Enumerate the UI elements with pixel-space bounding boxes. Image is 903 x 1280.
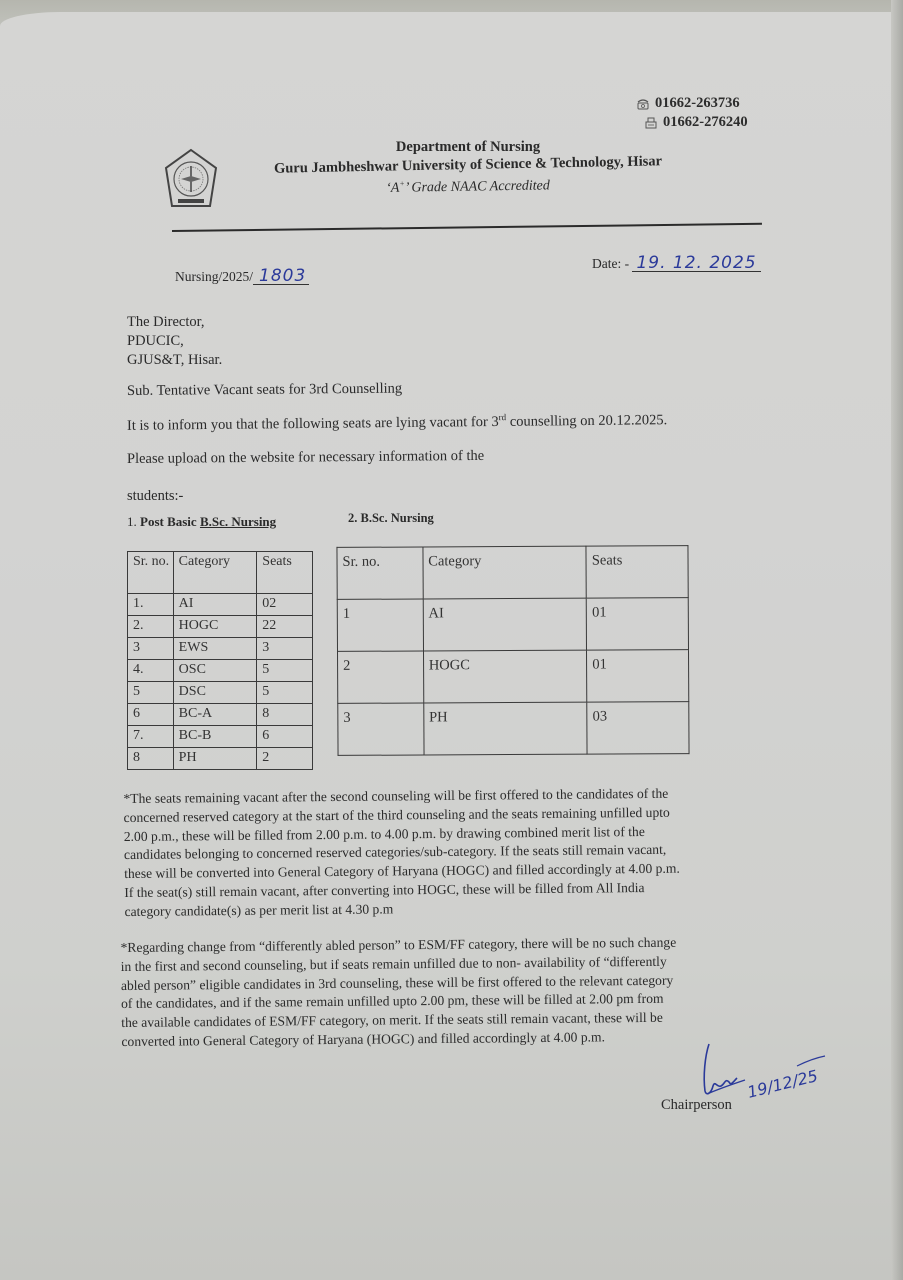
body-line-3: students:-: [127, 488, 184, 504]
note-vacant-seats: [123, 785, 680, 922]
cell-seats: 22: [257, 616, 313, 638]
body-text: counselling on 20.12.2025.: [506, 412, 668, 430]
cell-category: AI: [423, 598, 587, 651]
phone-number: 01662-263736: [655, 95, 740, 111]
cell-seats: 3: [257, 638, 313, 660]
cell-category: PH: [423, 702, 587, 755]
cell-category: PH: [173, 748, 257, 770]
table-header-row: [128, 552, 313, 594]
handwritten-reference-number: 1803: [253, 268, 309, 285]
addressee-line: The Director,: [127, 314, 205, 330]
fax-number: 01662-276240: [663, 114, 748, 130]
fax-row: [645, 113, 748, 132]
cell-category: OSC: [173, 660, 257, 682]
addressee-line: PDUCIC,: [127, 333, 184, 349]
phone-row: [637, 94, 748, 113]
note-line: If the seat(s) still remain vacant, after converting into HOGC, these will be filled from All India: [124, 879, 645, 900]
note-line: candidates belonging to concerned reserved categories/sub-category. If the seats still remain vacant,: [123, 842, 667, 863]
table-row: [338, 650, 689, 704]
cell-category: DSC: [173, 682, 257, 704]
contact-block: [637, 94, 748, 132]
table-header-row: [337, 546, 688, 600]
header-category: Category: [173, 552, 257, 594]
cell-seats: 5: [257, 682, 313, 704]
cell-category: HOGC: [173, 616, 257, 638]
note-line: of the candidates, and if the same remain unfilled upto 2.00 pm, these will be filled at 2.00 pm from: [121, 991, 664, 1012]
cell-seats: 01: [587, 650, 689, 703]
cell-sr: 1.: [128, 594, 174, 616]
department-name: Department of Nursing: [395, 139, 541, 155]
cell-sr: 6: [128, 704, 174, 726]
cell-category: BC-B: [173, 726, 257, 748]
date-label: Date: -: [592, 256, 630, 271]
telephone-icon: [637, 98, 649, 110]
note-line: these will be converted into General Category of Haryana (HOGC) and filled accordingly at 4.00 p.m.: [124, 860, 680, 882]
addressee-line: GJUS&T, Hisar.: [127, 352, 223, 368]
note-line: category candidate(s) as per merit list at 4.30 p.m: [124, 901, 394, 919]
table-row: [338, 702, 689, 756]
body-line-2: Please upload on the website for necessary information of the: [126, 447, 485, 467]
cell-sr: 8: [128, 748, 174, 770]
note-line: concerned reserved category at the start of the third counseling and the seats remaining unfilled upto: [123, 804, 670, 825]
fax-icon: [645, 117, 657, 129]
signature-date: 19/12/25: [745, 1066, 820, 1102]
signatory-title: Chairperson: [661, 1097, 732, 1113]
accreditation-prefix: ‘A: [386, 180, 400, 196]
cell-sr: 5: [128, 682, 174, 704]
section-prefix: Post Basic: [140, 514, 200, 529]
cell-seats: 5: [257, 660, 313, 682]
note-differently-abled: [120, 934, 677, 1052]
accreditation-suffix: ’ Grade NAAC Accredited: [404, 178, 550, 196]
cell-seats: 6: [257, 726, 313, 748]
header-sr-no: Sr. no.: [337, 547, 423, 599]
cell-category: BC-A: [173, 704, 257, 726]
body-text: It is to inform you that the following seats are lying vacant for 3: [126, 413, 499, 434]
section-1-heading: [127, 514, 276, 530]
cell-category: AI: [173, 594, 257, 616]
bsc-nursing-seats-table: [336, 545, 689, 756]
accreditation-sup: +: [399, 178, 405, 189]
header-seats: Seats: [257, 552, 313, 594]
note-line: the available candidates of ESM/FF category, on merit. If the seats still remain vacant, these will be: [121, 1009, 663, 1031]
note-line: converted into General Category of Haryana (HOGC) and filled accordingly at 4.00 p.m.: [121, 1029, 606, 1049]
subject-line: Sub. Tentative Vacant seats for 3rd Counselling: [126, 380, 403, 399]
note-line: *Regarding change from “differently abled person” to ESM/FF category, there will be no such change: [120, 934, 677, 956]
cell-sr: 4.: [128, 660, 174, 682]
reference-prefix: Nursing/2025/: [175, 269, 254, 284]
cell-seats: 2: [257, 748, 313, 770]
header-seats: Seats: [586, 546, 688, 599]
cell-sr: 1: [337, 599, 423, 651]
ordinal-suffix: rd: [498, 412, 507, 423]
cell-category: EWS: [173, 638, 257, 660]
letterhead-title: [258, 138, 678, 197]
header-category: Category: [423, 546, 587, 599]
note-line: *The seats remaining vacant after the second counseling will be first offered to the candidates of the: [123, 785, 669, 807]
cell-sr: 3: [128, 638, 174, 660]
cell-seats: 02: [257, 594, 313, 616]
letter-date: [592, 255, 761, 272]
table-row: [128, 682, 313, 704]
cell-seats: 01: [586, 598, 688, 651]
note-line: in the first and second counseling, but if seats remain unfilled due to non- availability of “differently: [120, 953, 667, 974]
note-line: 2.00 p.m., these will be filled from 2.00 p.m. to 4.00 p.m. by drawing combined merit list of the: [123, 823, 645, 844]
cell-sr: 7.: [128, 726, 174, 748]
table-row: [128, 748, 313, 770]
cell-category: HOGC: [423, 650, 587, 703]
table-row: [128, 704, 313, 726]
section-title: B.Sc. Nursing: [199, 514, 277, 529]
table-row: [128, 726, 313, 748]
addressee: [127, 313, 222, 370]
university-seal-logo: [164, 148, 218, 210]
note-line: abled person” eligible candidates in 3rd counseling, these will be first offered to the relevant category: [120, 972, 674, 993]
cell-seats: 8: [257, 704, 313, 726]
cell-sr: 3: [338, 703, 424, 755]
table-row: [337, 598, 688, 652]
university-name: Guru Jambheshwar University of Science & Technology, Hisar: [273, 153, 663, 177]
section-number: 1.: [127, 514, 140, 529]
table-row: [128, 616, 313, 638]
post-basic-bsc-seats-table: [127, 551, 313, 770]
header-sr-no: Sr. no.: [128, 552, 174, 594]
cell-sr: 2: [338, 651, 424, 703]
handwritten-date: 19. 12. 2025: [632, 255, 760, 272]
cell-sr: 2.: [128, 616, 174, 638]
table-row: [128, 594, 313, 616]
table-row: [128, 638, 313, 660]
reference-number: [175, 268, 309, 285]
section-2-heading: 2. B.Sc. Nursing: [348, 511, 434, 525]
table-row: [128, 660, 313, 682]
page-edge: [891, 0, 903, 1280]
cell-seats: 03: [587, 702, 689, 755]
